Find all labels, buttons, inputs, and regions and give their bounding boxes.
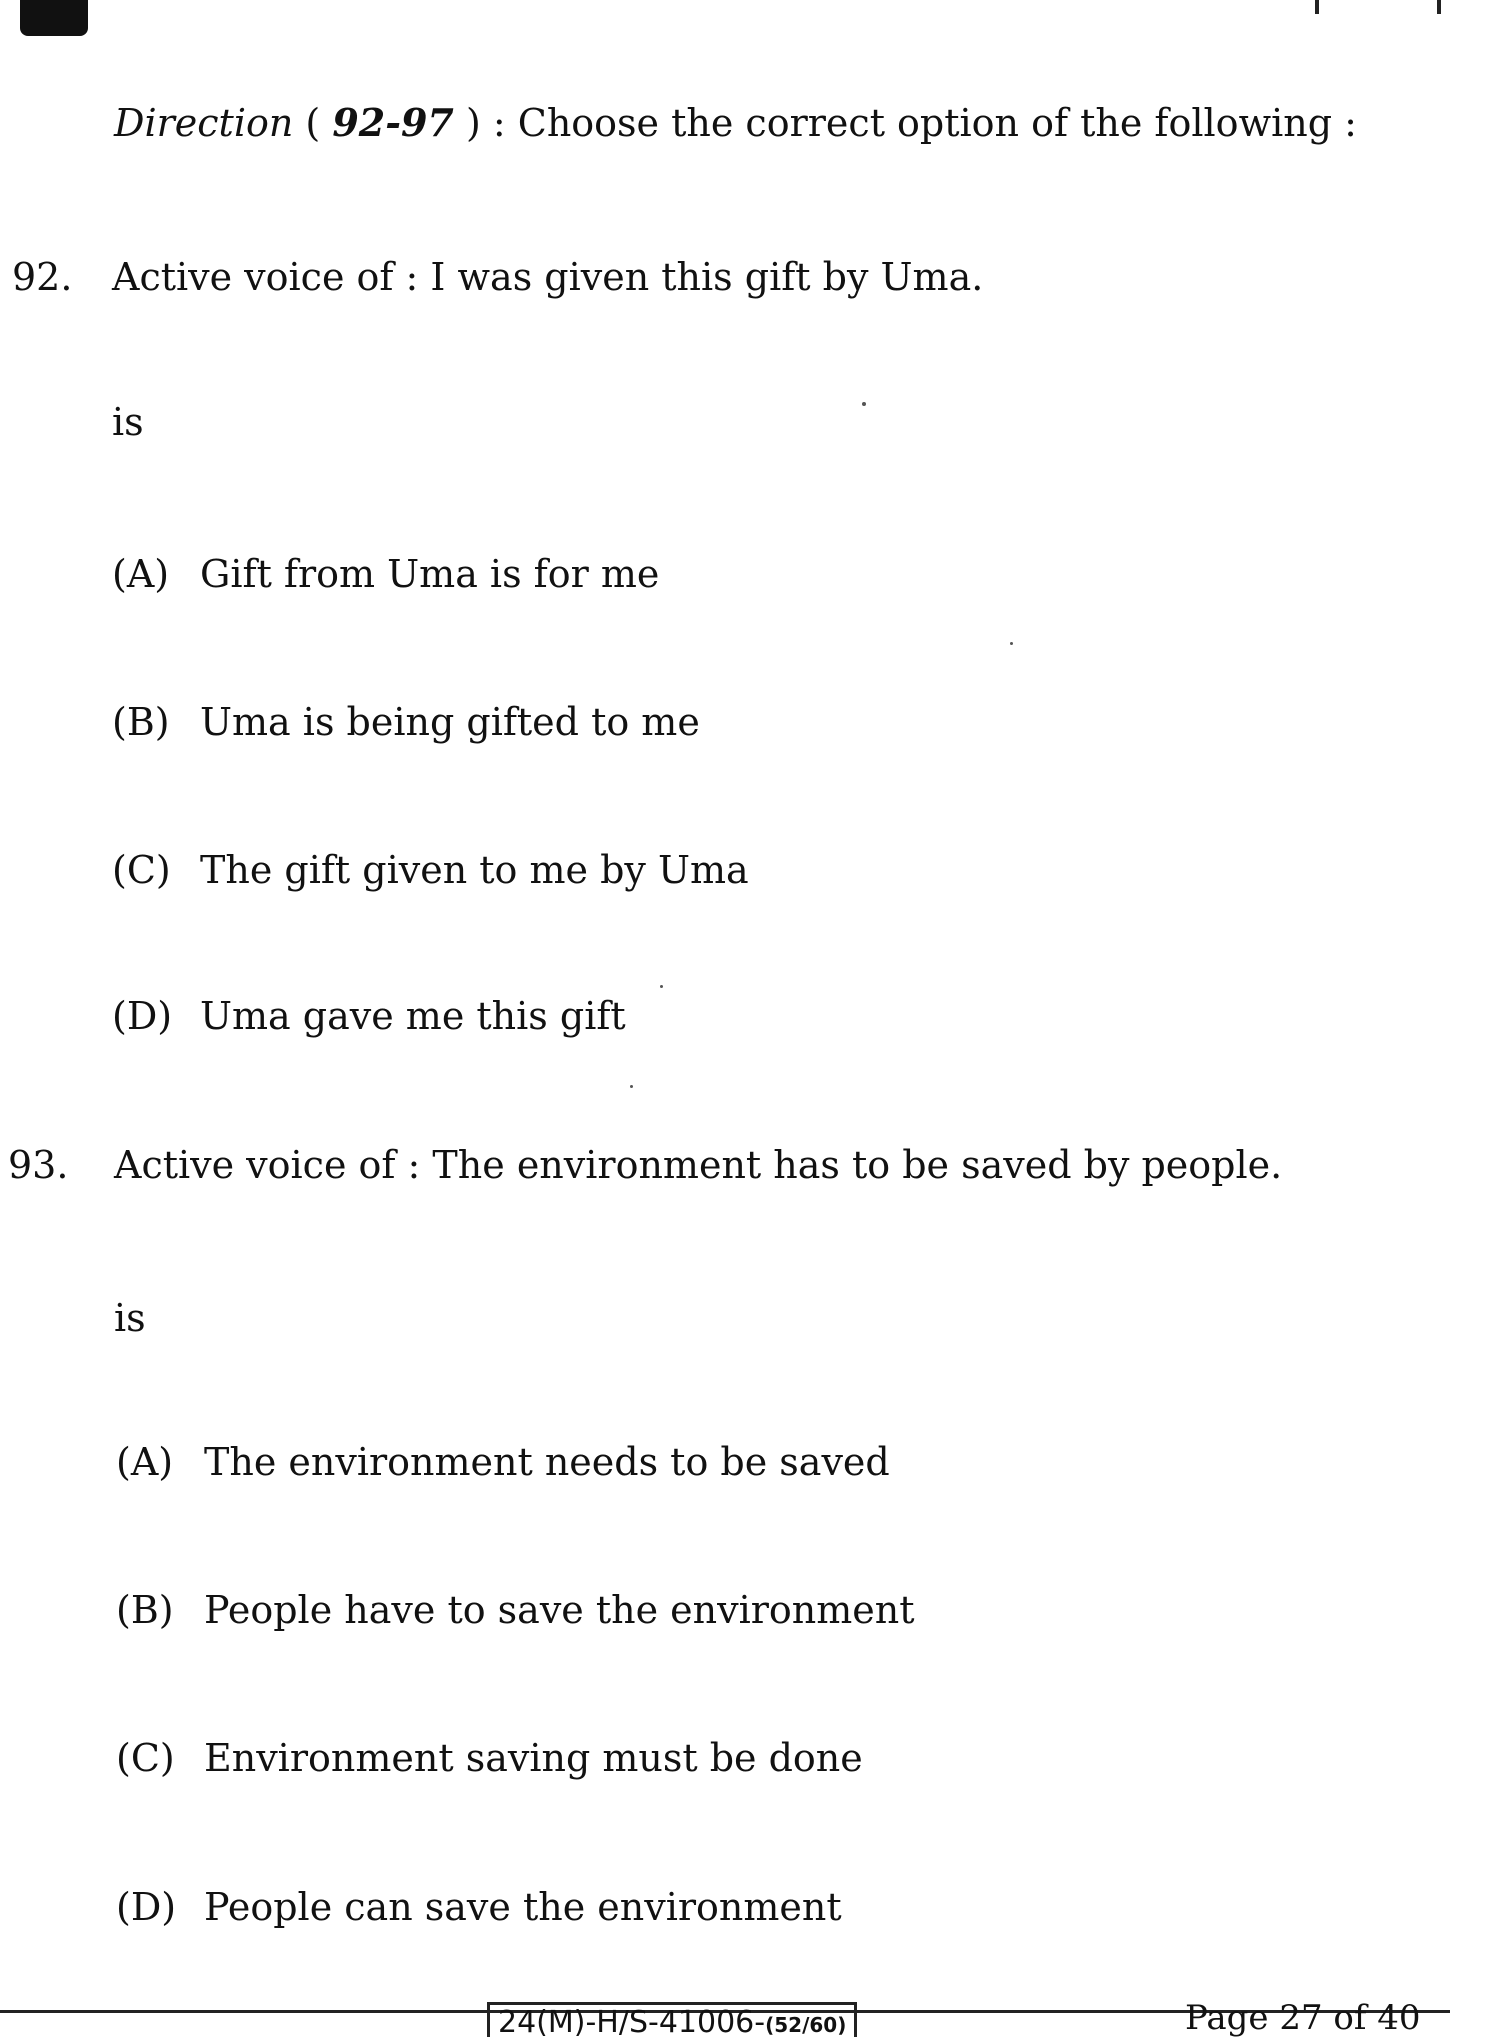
scan-speck bbox=[862, 402, 866, 406]
scan-speck bbox=[1010, 642, 1013, 645]
question-93-suffix: is bbox=[114, 1296, 146, 1340]
option-label: (C) bbox=[116, 1736, 175, 1780]
option-text: Gift from Uma is for me bbox=[200, 552, 660, 596]
question-93-option-d bbox=[116, 1885, 842, 1929]
direction-label: Direction bbox=[114, 101, 294, 145]
option-label: (D) bbox=[112, 994, 173, 1038]
question-92-text: Active voice of : I was given this gift by Uma. bbox=[112, 255, 984, 299]
question-93-option-c bbox=[116, 1736, 863, 1780]
direction-open: ( bbox=[293, 101, 333, 145]
direction-line bbox=[114, 100, 1357, 145]
footer-code: 24(M)-H/S-41006- bbox=[498, 2005, 766, 2037]
option-label: (A) bbox=[116, 1440, 174, 1484]
scan-speck bbox=[630, 1085, 633, 1088]
option-label: (A) bbox=[112, 552, 170, 596]
question-92-option-b bbox=[112, 700, 700, 744]
option-text: Uma is being gifted to me bbox=[200, 700, 700, 744]
option-text: People can save the environment bbox=[204, 1885, 842, 1929]
corner-tab-mark bbox=[20, 0, 88, 36]
question-92-option-c bbox=[112, 848, 749, 892]
option-label: (D) bbox=[116, 1885, 177, 1929]
direction-close: ) : bbox=[453, 101, 518, 145]
option-text: Environment saving must be done bbox=[204, 1736, 863, 1780]
scan-speck bbox=[660, 985, 663, 988]
footer-code-box bbox=[487, 2002, 857, 2037]
direction-range: 92-97 bbox=[332, 100, 454, 145]
option-text: The environment needs to be saved bbox=[204, 1440, 890, 1484]
question-93-option-a bbox=[116, 1440, 890, 1484]
option-label: (B) bbox=[116, 1588, 174, 1632]
option-text: The gift given to me by Uma bbox=[200, 848, 749, 892]
corner-bracket-mark bbox=[1315, 0, 1441, 14]
option-text: Uma gave me this gift bbox=[200, 994, 626, 1038]
direction-instruction: Choose the correct option of the following : bbox=[517, 101, 1357, 145]
question-93-text: Active voice of : The environment has to be saved by people. bbox=[114, 1143, 1283, 1187]
question-92-option-a bbox=[112, 552, 659, 596]
question-92-number: 92. bbox=[12, 255, 73, 299]
question-92-option-d bbox=[112, 994, 626, 1038]
option-label: (B) bbox=[112, 700, 170, 744]
footer-code-small: (52/60) bbox=[765, 2013, 847, 2037]
option-text: People have to save the environment bbox=[204, 1588, 915, 1632]
question-92-suffix: is bbox=[112, 400, 144, 444]
option-label: (C) bbox=[112, 848, 171, 892]
footer-page-number: Page 27 of 40 bbox=[1185, 1998, 1421, 2038]
question-93-number: 93. bbox=[8, 1143, 69, 1187]
question-93-option-b bbox=[116, 1588, 915, 1632]
